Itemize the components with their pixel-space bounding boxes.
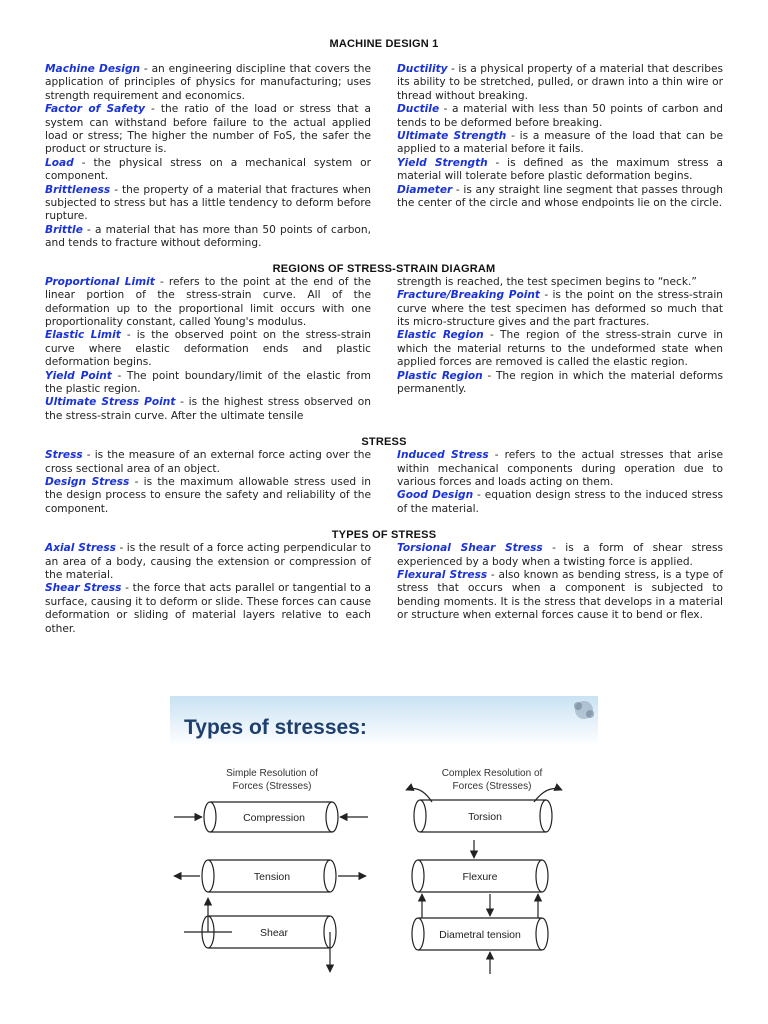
definition-text: - is a measure of the load that can be applied to a material before it fails. — [397, 130, 723, 156]
figure-title: Types of stresses: — [184, 716, 367, 739]
definition-text: - refers to the actual stresses that arise within mechanical components during operation due to various forces and loads acting on them. — [397, 449, 723, 488]
definition-item — [397, 329, 723, 369]
section-regions — [45, 263, 723, 423]
definition-item — [397, 489, 723, 516]
definition-item — [397, 542, 723, 569]
definition-item — [45, 542, 371, 582]
definition-term: Machine Design — [45, 63, 141, 75]
section-heading: TYPES OF STRESS — [331, 529, 437, 542]
definition-item — [397, 449, 723, 489]
definition-text: - an engineering discipline that covers the application of principles of physics for manufacturing; uses strength requirement and economics. — [45, 63, 371, 102]
definition-text: - a material that has more than 50 points of carbon, and tends to fracture without deforming. — [45, 223, 371, 250]
definition-term: Load — [45, 156, 74, 169]
definition-term: Axial Stress — [45, 542, 116, 555]
definition-item — [397, 569, 723, 623]
definition-item — [45, 224, 371, 251]
torsion-label: Torsion — [468, 811, 502, 823]
definition-text: - The point boundary/limit of the elastic from the plastic region. — [45, 369, 371, 395]
definition-term: Proportional Limit — [45, 275, 155, 288]
definition-term: Diameter — [397, 183, 453, 196]
definition-term: Brittleness — [45, 183, 111, 196]
definition-item — [45, 396, 371, 423]
definition-text: strength is reached, the test specimen begins to “neck.” — [397, 275, 697, 288]
definition-text: - is the maximum allowable stress used in the design process to ensure the safety and reliability of the component. — [45, 475, 371, 515]
definition-term: Ductile — [397, 103, 440, 116]
types-right-column — [397, 542, 723, 636]
definition-term: Fracture/Breaking Point — [397, 289, 540, 302]
definition-term: Design Stress — [45, 475, 130, 488]
definition-text: - is the result of a force acting perpendicular to an area of a body, causing the extension or compression of the material. — [45, 542, 371, 581]
definition-item — [45, 103, 371, 157]
stress-left-column — [45, 449, 371, 516]
definition-item — [397, 184, 723, 211]
regions-left-column — [45, 276, 371, 423]
definition-term: Plastic Region — [397, 369, 483, 382]
definition-term: Brittle — [45, 223, 83, 236]
definition-text: - is the point on the stress-strain curve where the test specimen has deformed so much that its micro-structure gives and the part fractures. — [397, 289, 723, 328]
right-caption-line1: Complex Resolution of — [441, 768, 543, 779]
definition-text: - the property of a material that fractures when subjected to stress but has a little tendency to deform before rupture. — [45, 183, 371, 223]
section-heading: REGIONS OF STRESS-STRAIN DIAGRAM — [272, 262, 496, 275]
definition-text: - the ratio of the load or stress that a system can withstand before failure to the actual applied load or stress; The higher the number of FoS, the safer the product or structure is. — [45, 103, 371, 156]
definition-term: Shear Stress — [45, 582, 122, 595]
definition-term: Flexural Stress — [397, 569, 488, 581]
types-left-column — [45, 542, 371, 636]
left-caption-line1: Simple Resolution of — [226, 768, 318, 779]
definition-text: - the force that acts parallel or tangential to a surface, causing it to deform or slide. These forces can cause deformation or sliding of material layers relative to each other. — [45, 582, 371, 635]
definition-text: - is the highest stress observed on the stress-strain curve. After the ultimate tensile — [45, 396, 371, 422]
stress-types-diagram — [170, 696, 598, 978]
definition-item — [397, 130, 723, 157]
definition-text: - also known as bending stress, is a type of stress that occurs when a component is subjected to bending moments. It is the stress that develops in a material or structure when external forces cause it to bend or flex. — [397, 569, 723, 622]
intro-left-column — [45, 63, 371, 251]
definition-term: Torsional Shear Stress — [397, 542, 543, 555]
definition-item — [45, 276, 371, 330]
definition-item — [397, 103, 723, 130]
definition-item — [45, 582, 371, 636]
definition-term: Stress — [45, 449, 83, 462]
right-caption-line2: Forces (Stresses) — [452, 781, 532, 792]
definition-item — [45, 63, 371, 103]
definition-term: Elastic Region — [397, 329, 484, 342]
tension-label: Tension — [253, 871, 291, 883]
definition-item — [45, 157, 371, 184]
definition-term: Factor of Safety — [45, 103, 146, 116]
definition-item — [397, 157, 723, 184]
definition-item — [397, 289, 723, 329]
intro-right-column — [397, 63, 723, 251]
definition-term: Yield Point — [45, 369, 112, 382]
section-intro — [45, 63, 723, 251]
definition-item — [45, 476, 371, 516]
left-caption-line2: Forces (Stresses) — [232, 781, 312, 792]
definition-text: - refers to the point at the end of the linear portion of the stress-strain curve. All of the deformation up to the proportional limit occurs with one proportionality constant, called Young's modulus. — [45, 275, 371, 328]
definition-term: Ductility — [397, 63, 448, 75]
definition-item — [397, 63, 723, 103]
definition-text: - equation design stress to the induced stress of the material. — [397, 489, 723, 515]
definition-term: Elastic Limit — [45, 329, 121, 342]
section-heading: STRESS — [361, 436, 407, 449]
definition-item — [45, 329, 371, 369]
definition-term: Ultimate Strength — [397, 130, 507, 143]
stress-types-figure — [170, 696, 598, 978]
shear-label: Shear — [259, 927, 289, 939]
definition-item — [397, 370, 723, 397]
section-stress — [45, 436, 723, 516]
document-title: MACHINE DESIGN 1 — [329, 38, 439, 50]
stress-right-column — [397, 449, 723, 516]
definition-term: Yield Strength — [397, 156, 488, 169]
definition-item — [45, 449, 371, 476]
definition-term: Ultimate Stress Point — [45, 396, 176, 409]
definition-item — [45, 370, 371, 397]
definition-text: - is defined as the maximum stress a material will tolerate before plastic deformation begins. — [397, 156, 723, 183]
diametral-label: Diametral tension — [439, 929, 521, 941]
definition-text: - The region of the stress-strain curve in which the material returns to the undeformed state when applied forces are removed is called the elastic region. — [397, 329, 723, 369]
definition-text: - is a form of shear stress experienced by a body when a twisting force is applied. — [397, 542, 723, 568]
regions-right-column — [397, 276, 723, 423]
definition-text: - The region in which the material deforms permanently. — [397, 369, 723, 395]
section-types — [45, 529, 723, 636]
definition-item — [45, 184, 371, 224]
definition-term: Induced Stress — [397, 449, 489, 462]
definition-text: - is the observed point on the stress-strain curve where elastic deformation ends and plastic deformation begins. — [45, 329, 371, 369]
document-page — [45, 38, 723, 636]
compression-label: Compression — [243, 812, 305, 824]
definition-text: - is a physical property of a material that describes its ability to be stretched, pulled, or drawn into a thin wire or thread without breaking. — [397, 63, 723, 102]
flexure-label: Flexure — [462, 871, 498, 883]
definition-text: - a material with less than 50 points of carbon and tends to be deformed before breaking. — [397, 103, 723, 129]
definition-text: - is any straight line segment that passes through the center of the circle and whose endpoints lie on the circle. — [397, 183, 723, 210]
definition-text: - the physical stress on a mechanical system or component. — [45, 156, 371, 183]
definition-text: - is the measure of an external force acting over the cross sectional area of an object. — [45, 449, 371, 475]
definition-term: Good Design — [397, 489, 474, 502]
definition-item — [397, 276, 723, 289]
